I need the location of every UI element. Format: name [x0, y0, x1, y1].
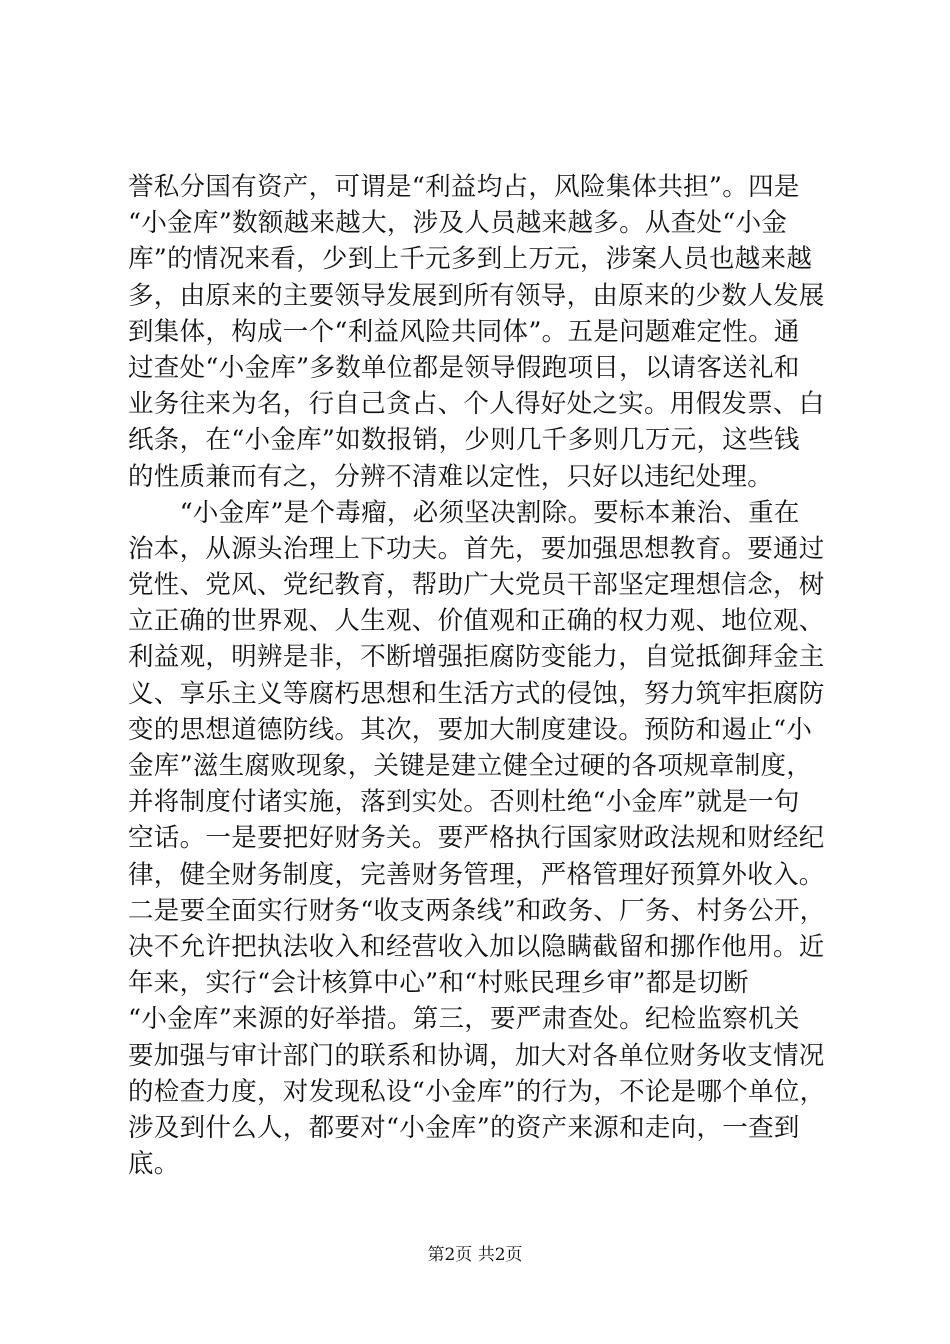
- text-line: 涉及到什么人，都要对“小金库”的资产来源和走向，一查到: [128, 1112, 800, 1143]
- text-line: 变的思想道德防线。其次，要加大制度建设。预防和遏止“小: [128, 714, 813, 745]
- text-line: 要加强与审计部门的联系和协调，加大对各单位财务收支情况: [128, 1040, 825, 1071]
- text-line: “小金库”是个毒瘤，必须坚决割除。要标本兼治、重在: [128, 497, 800, 528]
- text-line: 利益观，明辨是非，不断增强拒腐防变能力，自觉抵御拜金主: [128, 642, 825, 673]
- text-line: 金库”滋生腐败现象，关键是建立健全过硬的各项规章制度，: [128, 751, 813, 781]
- text-line: 到集体，构成一个“利益风险共同体”。五是问题难定性。通: [128, 316, 800, 347]
- text-line: 业务往来为名，行自己贪占、个人得好处之实。用假发票、白: [128, 389, 825, 420]
- text-line: 的检查力度，对发现私设“小金库”的行为，不论是哪个单位，: [128, 1076, 826, 1107]
- text-line: 库”的情况来看，少到上千元多到上万元，涉案人员也越来越: [128, 244, 813, 275]
- text-line: 的性质兼而有之，分辨不清难以定性，只好以违纪处理。: [128, 461, 774, 492]
- page-footer: [0, 1243, 950, 1267]
- text-line: 义、享乐主义等腐朽思想和生活方式的侵蚀，努力筑牢拒腐防: [128, 678, 825, 709]
- text-line: 年来，实行“会计核算中心”和“村账民理乡审”都是切断: [128, 968, 749, 999]
- text-line: “小金库”数额越来越大，涉及人员越来越多。从查处“小金: [128, 208, 788, 239]
- text-line: 誉私分国有资产，可谓是“利益均占，风险集体共担”。四是: [128, 172, 800, 202]
- text-line: 立正确的世界观、人生观、价值观和正确的权力观、地位观、: [128, 606, 825, 637]
- body-text: [128, 169, 832, 1182]
- text-line: 党性、党风、党纪教育，帮助广大党员干部坚定理想信念，树: [128, 570, 825, 601]
- text-line: 纸条，在“小金库”如数报销，少则几千多则几万元，这些钱: [128, 425, 800, 456]
- text-line: “小金库”来源的好举措。第三，要严肃查处。纪检监察机关: [128, 1004, 800, 1035]
- text-line: 并将制度付诸实施，落到实处。否则杜绝“小金库”就是一句: [128, 787, 800, 818]
- text-line: 律，健全财务制度，完善财务管理，严格管理好预算外收入。: [128, 859, 825, 890]
- text-line: 决不允许把执法收入和经营收入加以隐瞒截留和挪作他用。近: [128, 931, 825, 962]
- text-line: 底。: [128, 1149, 180, 1180]
- text-line: 过查处“小金库”多数单位都是领导假跑项目，以请客送礼和: [128, 352, 800, 383]
- text-line: 治本，从源头治理上下功夫。首先，要加强思想教育。要通过: [128, 533, 825, 564]
- text-line: 多，由原来的主要领导发展到所有领导，由原来的少数人发展: [128, 280, 825, 311]
- text-line: 空话。一是要把好财务关。要严格执行国家财政法规和财经纪: [128, 823, 825, 854]
- page-number-label: 第2页 共2页: [427, 1245, 523, 1265]
- text-line: 二是要全面实行财务“收支两条线”和政务、厂务、村务公开，: [128, 895, 826, 926]
